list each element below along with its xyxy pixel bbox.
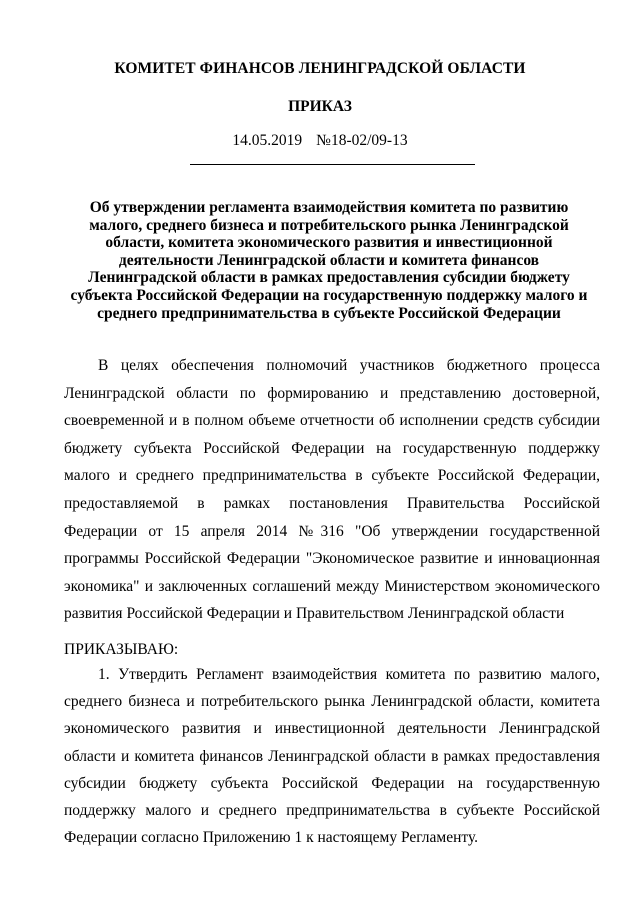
- date-number-line: [0, 132, 640, 150]
- item-1-paragraph: 1. Утвердить Регламент взаимодействия комитета по развитию малого, среднего бизнеса и потребительского рынка Ленинградской области, комитета экономического развития и инвестиционной деятельности Ленинградской области и комитета финансов Ленинградской области в рамках предоставления субсидии бюджету субъекта Российской Федерации на государственную поддержку малого и среднего предпринимательства в субъекте Российской Федерации согласно Приложению 1 к настоящему Регламенту.: [64, 666, 600, 847]
- document-number: №18-02/09-13: [316, 132, 408, 149]
- decree-heading: ПРИКАЗЫВАЮ:: [64, 641, 179, 658]
- document-date: 14.05.2019: [232, 132, 303, 149]
- document-title: Об утверждении регламента взаимодействия комитета по развитию малого, среднего бизнеса и потребительского рынка Ленинградской области, комитета экономического развития и инвестиционной деятельности Ленинградской области и комитета финансов Ленинградской области в рамках предоставления субсидии бюджету субъекта Российской Федерации на государственную поддержку малого и среднего предпринимательства в субъекте Российской Федерации: [70, 199, 588, 322]
- committee-name: КОМИТЕТ ФИНАНСОВ ЛЕНИНГРАДСКОЙ ОБЛАСТИ: [114, 60, 526, 77]
- document-type: ПРИКАЗ: [288, 98, 352, 115]
- header-divider: [190, 164, 475, 165]
- preamble-paragraph: В целях обеспечения полномочий участников бюджетного процесса Ленинградской области по формированию и представлению достоверной, своевременной и в полном объеме отчетности об исполнении средств субсидии бюджету субъекта Российской Федерации на государственную поддержку малого и среднего предпринимательства в субъекте Российской Федерации, предоставляемой в рамках постановления Правительства Российской Федерации от 15 апреля 2014 №316 "Об утверждении государственной программы Российской Федерации "Экономическое развитие и инновационная экономика" и заключенных соглашений между Министерством экономического развития Российской Федерации и Правительством Ленинградской области: [64, 357, 600, 623]
